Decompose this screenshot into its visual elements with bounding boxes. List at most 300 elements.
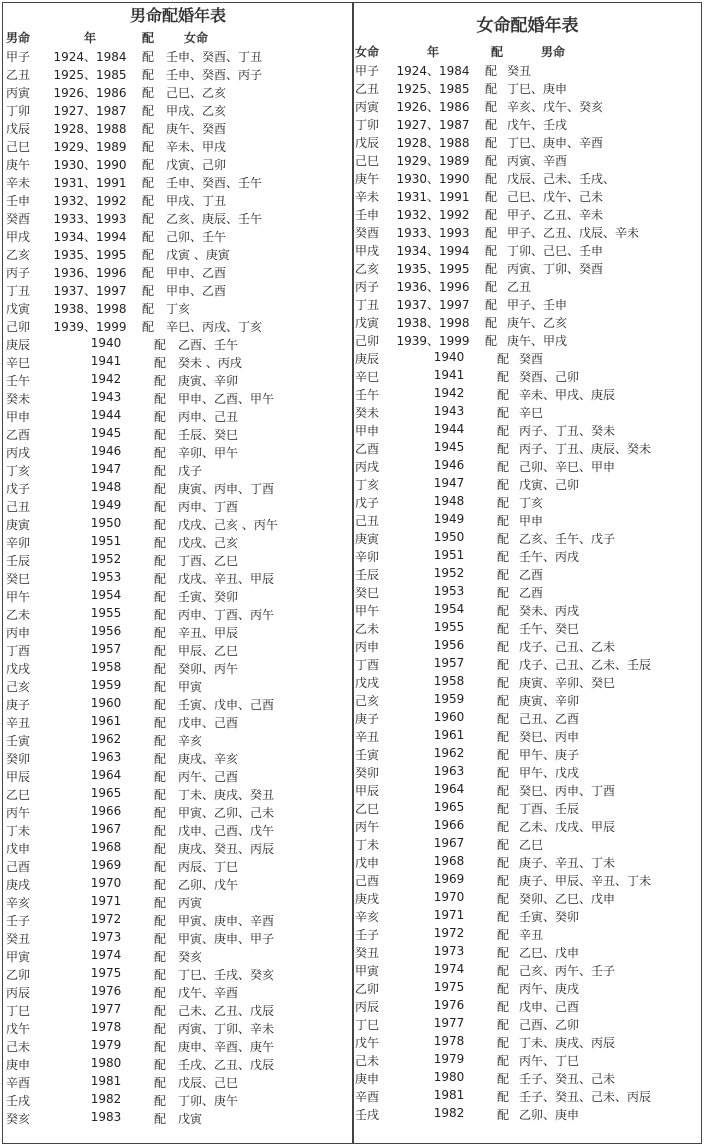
match-cell: 壬寅、癸卯 — [178, 590, 239, 604]
pei-cell: 配 — [142, 194, 155, 208]
year-cell: 1926、1986 — [53, 86, 127, 100]
ganzhi-cell: 己卯 — [6, 320, 31, 334]
table-row — [6, 191, 350, 209]
year-cell: 1925、1985 — [53, 68, 127, 82]
match-cell: 丁巳、壬戌、癸亥 — [178, 968, 275, 982]
pei-cell: 配 — [154, 1004, 167, 1018]
pei-cell: 配 — [497, 1072, 510, 1086]
year-cell: 1962 — [433, 746, 465, 760]
match-cell: 甲子、壬申 — [507, 298, 568, 312]
match-cell: 戊子 — [178, 464, 203, 478]
table-row — [6, 1019, 350, 1037]
pei-cell: 配 — [154, 752, 167, 766]
match-cell: 壬申、癸酉、丁丑 — [166, 50, 263, 64]
female-table-header — [355, 43, 700, 61]
year-cell: 1938、1998 — [53, 302, 127, 316]
table-row — [355, 889, 700, 907]
match-cell: 甲寅 — [178, 680, 203, 694]
pei-cell: 配 — [154, 590, 167, 604]
table-row — [6, 389, 350, 407]
year-cell: 1960 — [90, 696, 122, 710]
year-cell: 1975 — [433, 980, 465, 994]
year-cell: 1958 — [433, 674, 465, 688]
ganzhi-cell: 丙寅 — [355, 100, 380, 114]
table-row — [6, 623, 350, 641]
ganzhi-cell: 甲午 — [6, 590, 31, 604]
match-cell: 辛巳、丙戌、丁亥 — [166, 320, 263, 334]
ganzhi-cell: 丙寅 — [6, 86, 31, 100]
match-cell: 戊子、己丑、乙未 — [519, 640, 616, 654]
table-row — [6, 875, 350, 893]
pei-cell: 配 — [497, 550, 510, 564]
year-cell: 1935、1995 — [396, 262, 470, 276]
pei-cell: 配 — [497, 874, 510, 888]
pei-cell: 配 — [154, 698, 167, 712]
match-cell: 甲申 — [519, 514, 544, 528]
ganzhi-cell: 己未 — [355, 1054, 380, 1068]
ganzhi-cell: 乙酉 — [355, 442, 380, 456]
ganzhi-cell: 戊戌 — [6, 662, 31, 676]
year-cell: 1956 — [90, 624, 122, 638]
table-row — [355, 943, 700, 961]
table-row — [355, 241, 700, 259]
pei-cell: 配 — [497, 424, 510, 438]
pei-cell: 配 — [497, 964, 510, 978]
table-row — [355, 97, 700, 115]
match-cell: 丙申、丁酉 — [178, 500, 239, 514]
table-row — [6, 821, 350, 839]
match-cell: 丙申、丁酉、丙午 — [178, 608, 275, 622]
pei-cell: 配 — [497, 766, 510, 780]
ganzhi-cell: 己卯 — [355, 334, 380, 348]
pei-cell: 配 — [154, 842, 167, 856]
match-cell: 丁未、庚戌、丙辰 — [519, 1036, 616, 1050]
match-cell: 乙巳、戊申 — [519, 946, 580, 960]
ganzhi-cell: 癸亥 — [6, 1112, 31, 1126]
table-row — [6, 263, 350, 281]
year-cell: 1951 — [433, 548, 465, 562]
ganzhi-cell: 癸卯 — [6, 752, 31, 766]
match-cell: 甲午、庚子 — [519, 748, 580, 762]
pei-cell: 配 — [497, 568, 510, 582]
year-cell: 1949 — [90, 498, 122, 512]
table-row — [355, 475, 700, 493]
match-cell: 庚午、癸酉 — [166, 122, 227, 136]
match-cell: 庚寅、丙申、丁酉 — [178, 482, 275, 496]
table-row — [355, 727, 700, 745]
table-row — [355, 763, 700, 781]
match-cell: 辛未、甲戌、庚辰 — [519, 388, 616, 402]
match-cell: 丁未、庚戌、癸丑 — [178, 788, 275, 802]
match-cell: 乙酉 — [519, 568, 544, 582]
year-cell: 1970 — [433, 890, 465, 904]
table-row — [355, 133, 700, 151]
table-row — [6, 587, 350, 605]
table-row — [6, 245, 350, 263]
year-cell: 1939、1999 — [53, 320, 127, 334]
year-cell: 1969 — [433, 872, 465, 886]
ganzhi-cell: 丁酉 — [355, 658, 380, 672]
ganzhi-cell: 壬申 — [355, 208, 380, 222]
year-cell: 1971 — [90, 894, 122, 908]
year-cell: 1949 — [433, 512, 465, 526]
match-cell: 乙亥、壬午、戊子 — [519, 532, 616, 546]
table-row — [6, 893, 350, 911]
year-cell: 1953 — [90, 570, 122, 584]
pei-cell: 配 — [497, 352, 510, 366]
table-row — [6, 947, 350, 965]
pei-cell: 配 — [497, 928, 510, 942]
pei-cell: 配 — [497, 820, 510, 834]
year-cell: 1945 — [90, 426, 122, 440]
year-cell: 1933、1993 — [53, 212, 127, 226]
year-cell: 1960 — [433, 710, 465, 724]
table-row — [355, 439, 700, 457]
ganzhi-cell: 庚戌 — [6, 878, 31, 892]
year-cell: 1959 — [433, 692, 465, 706]
match-cell: 乙卯、戊午 — [178, 878, 239, 892]
pei-cell: 配 — [142, 320, 155, 334]
table-row — [6, 731, 350, 749]
match-cell: 甲寅、庚申、甲子 — [178, 932, 275, 946]
year-cell: 1939、1999 — [396, 334, 470, 348]
match-cell: 丁巳、庚申、辛酉 — [507, 136, 604, 150]
match-cell: 癸卯、乙巳、戊申 — [519, 892, 616, 906]
ganzhi-cell: 丙申 — [355, 640, 380, 654]
match-cell: 壬寅、戊申、己酉 — [178, 698, 275, 712]
table-row — [355, 349, 700, 367]
match-cell: 壬申、癸酉、丙子 — [166, 68, 263, 82]
ganzhi-cell: 癸卯 — [355, 766, 380, 780]
year-cell: 1924、1984 — [53, 50, 127, 64]
match-cell: 戊午、壬戌 — [507, 118, 568, 132]
table-row — [6, 335, 350, 353]
ganzhi-cell: 壬午 — [6, 374, 31, 388]
pei-cell: 配 — [142, 212, 155, 226]
pei-cell: 配 — [154, 338, 167, 352]
ganzhi-cell: 乙未 — [355, 622, 380, 636]
match-cell: 戊辰、己巳 — [178, 1076, 239, 1090]
pei-cell: 配 — [497, 442, 510, 456]
year-cell: 1938、1998 — [396, 316, 470, 330]
match-cell: 庚寅、辛卯 — [178, 374, 239, 388]
match-cell: 己丑、乙酉 — [519, 712, 580, 726]
pei-cell: 配 — [497, 1000, 510, 1014]
table-row — [6, 1073, 350, 1091]
table-row — [6, 425, 350, 443]
pei-cell: 配 — [154, 536, 167, 550]
year-cell: 1932、1992 — [396, 208, 470, 222]
ganzhi-cell: 丁卯 — [6, 104, 31, 118]
match-cell: 庚戌、辛亥 — [178, 752, 239, 766]
pei-cell: 配 — [485, 226, 498, 240]
ganzhi-cell: 甲戌 — [6, 230, 31, 244]
pei-cell: 配 — [154, 464, 167, 478]
match-cell: 己巳、乙亥 — [166, 86, 227, 100]
ganzhi-cell: 庚寅 — [6, 518, 31, 532]
ganzhi-cell: 辛酉 — [355, 1090, 380, 1104]
pei-cell: 配 — [142, 68, 155, 82]
year-cell: 1936、1996 — [396, 280, 470, 294]
year-cell: 1968 — [433, 854, 465, 868]
pei-cell: 配 — [154, 1022, 167, 1036]
year-cell: 1974 — [433, 962, 465, 976]
table-row — [355, 511, 700, 529]
match-cell: 丙寅、辛酉 — [507, 154, 568, 168]
match-cell: 戊寅 、庚寅 — [166, 248, 230, 262]
ganzhi-cell: 壬寅 — [6, 734, 31, 748]
table-row — [6, 371, 350, 389]
ganzhi-cell: 辛巳 — [6, 356, 31, 370]
pei-cell: 配 — [142, 248, 155, 262]
table-row — [355, 961, 700, 979]
pei-cell: 配 — [497, 532, 510, 546]
table-row — [355, 673, 700, 691]
year-cell: 1937、1997 — [396, 298, 470, 312]
table-row — [355, 835, 700, 853]
ganzhi-cell: 癸丑 — [6, 932, 31, 946]
table-row — [6, 677, 350, 695]
match-cell: 癸未、丙戌 — [519, 604, 580, 618]
match-cell: 戊申、己酉 — [519, 1000, 580, 1014]
year-cell: 1963 — [90, 750, 122, 764]
table-row — [355, 1015, 700, 1033]
year-cell: 1929、1989 — [53, 140, 127, 154]
pei-cell: 配 — [154, 482, 167, 496]
match-cell: 戊戌、己亥 、丙午 — [178, 518, 278, 532]
pei-cell: 配 — [497, 730, 510, 744]
match-cell: 己卯、壬午 — [166, 230, 227, 244]
ganzhi-cell: 己丑 — [355, 514, 380, 528]
pei-cell: 配 — [485, 280, 498, 294]
year-cell: 1930、1990 — [396, 172, 470, 186]
table-row — [6, 119, 350, 137]
pei-cell: 配 — [142, 50, 155, 64]
match-cell: 丁巳、庚申 — [507, 82, 568, 96]
year-cell: 1947 — [90, 462, 122, 476]
pei-cell: 配 — [154, 644, 167, 658]
ganzhi-cell: 壬辰 — [6, 554, 31, 568]
match-cell: 壬子、癸丑、己未 — [519, 1072, 616, 1086]
year-cell: 1925、1985 — [396, 82, 470, 96]
table-row — [355, 925, 700, 943]
year-cell: 1979 — [433, 1052, 465, 1066]
male-table-header — [6, 29, 350, 47]
pei-cell: 配 — [497, 1018, 510, 1032]
match-cell: 辛丑 — [519, 928, 544, 942]
year-cell: 1956 — [433, 638, 465, 652]
pei-cell: 配 — [497, 856, 510, 870]
pei-cell: 配 — [154, 554, 167, 568]
table-row — [6, 1037, 350, 1055]
table-row — [355, 907, 700, 925]
pei-cell: 配 — [154, 986, 167, 1000]
pei-cell: 配 — [485, 118, 498, 132]
match-cell: 己卯、辛巳、甲申 — [519, 460, 616, 474]
year-cell: 1953 — [433, 584, 465, 598]
pei-cell: 配 — [154, 968, 167, 982]
match-cell: 乙酉、壬午 — [178, 338, 239, 352]
match-cell: 甲子、乙丑、辛未 — [507, 208, 604, 222]
ganzhi-cell: 壬辰 — [355, 568, 380, 582]
pei-cell: 配 — [485, 244, 498, 258]
pei-cell: 配 — [154, 734, 167, 748]
ganzhi-cell: 己巳 — [6, 140, 31, 154]
ganzhi-cell: 庚子 — [355, 712, 380, 726]
match-cell: 壬申、癸酉、壬午 — [166, 176, 263, 190]
table-row — [6, 857, 350, 875]
match-cell: 戊午、辛酉 — [178, 986, 239, 1000]
ganzhi-cell: 壬午 — [355, 388, 380, 402]
match-cell: 甲寅、庚申、辛酉 — [178, 914, 275, 928]
table-row — [355, 655, 700, 673]
table-row — [355, 1087, 700, 1105]
match-cell: 戊戌、辛丑、甲辰 — [178, 572, 275, 586]
year-cell: 1981 — [90, 1074, 122, 1088]
pei-cell: 配 — [154, 896, 167, 910]
table-row — [355, 421, 700, 439]
table-row — [355, 781, 700, 799]
ganzhi-cell: 庚寅 — [355, 532, 380, 546]
table-row — [6, 299, 350, 317]
pei-cell: 配 — [154, 824, 167, 838]
year-cell: 1978 — [90, 1020, 122, 1034]
pei-cell: 配 — [485, 82, 498, 96]
year-cell: 1943 — [90, 390, 122, 404]
ganzhi-cell: 己酉 — [355, 874, 380, 888]
pei-cell: 配 — [154, 608, 167, 622]
header-gender: 男命 — [6, 31, 31, 45]
female-table-rows — [355, 61, 700, 1123]
ganzhi-cell: 戊辰 — [355, 136, 380, 150]
year-cell: 1942 — [433, 386, 465, 400]
ganzhi-cell: 辛卯 — [6, 536, 31, 550]
ganzhi-cell: 乙巳 — [6, 788, 31, 802]
year-cell: 1958 — [90, 660, 122, 674]
pei-cell: 配 — [497, 712, 510, 726]
ganzhi-cell: 丁巳 — [355, 1018, 380, 1032]
table-row — [355, 1033, 700, 1051]
year-cell: 1947 — [433, 476, 465, 490]
table-row — [6, 281, 350, 299]
pei-cell: 配 — [154, 572, 167, 586]
ganzhi-cell: 辛未 — [6, 176, 31, 190]
year-cell: 1974 — [90, 948, 122, 962]
pei-cell: 配 — [142, 86, 155, 100]
table-row — [355, 853, 700, 871]
year-cell: 1957 — [90, 642, 122, 656]
ganzhi-cell: 辛酉 — [6, 1076, 31, 1090]
ganzhi-cell: 甲戌 — [355, 244, 380, 258]
pei-cell: 配 — [142, 230, 155, 244]
pei-cell: 配 — [485, 172, 498, 186]
male-table-rows — [6, 47, 350, 1127]
table-row — [355, 61, 700, 79]
year-cell: 1983 — [90, 1110, 122, 1124]
pei-cell: 配 — [154, 770, 167, 784]
pei-cell: 配 — [142, 122, 155, 136]
table-row — [6, 479, 350, 497]
ganzhi-cell: 甲申 — [6, 410, 31, 424]
pei-cell: 配 — [497, 694, 510, 708]
ganzhi-cell: 丙午 — [355, 820, 380, 834]
pei-cell: 配 — [497, 478, 510, 492]
year-cell: 1980 — [90, 1056, 122, 1070]
ganzhi-cell: 丁丑 — [355, 298, 380, 312]
ganzhi-cell: 丁未 — [355, 838, 380, 852]
year-cell: 1965 — [433, 800, 465, 814]
year-cell: 1967 — [90, 822, 122, 836]
year-cell: 1961 — [433, 728, 465, 742]
table-row — [355, 169, 700, 187]
year-cell: 1972 — [90, 912, 122, 926]
year-cell: 1972 — [433, 926, 465, 940]
ganzhi-cell: 乙未 — [6, 608, 31, 622]
year-cell: 1944 — [433, 422, 465, 436]
pei-cell: 配 — [154, 1058, 167, 1072]
year-cell: 1976 — [433, 998, 465, 1012]
match-cell: 戊寅 — [178, 1112, 203, 1126]
table-row — [6, 101, 350, 119]
match-cell: 癸酉、己卯 — [519, 370, 580, 384]
match-cell: 丙午、己酉 — [178, 770, 239, 784]
year-cell: 1941 — [90, 354, 122, 368]
match-cell: 丙辰、丁巳 — [178, 860, 239, 874]
ganzhi-cell: 戊寅 — [6, 302, 31, 316]
table-row — [355, 871, 700, 889]
pei-cell: 配 — [154, 662, 167, 676]
year-cell: 1934、1994 — [53, 230, 127, 244]
header-pei: 配 — [142, 31, 155, 45]
ganzhi-cell: 丁巳 — [6, 1004, 31, 1018]
table-row — [6, 533, 350, 551]
year-cell: 1927、1987 — [53, 104, 127, 118]
pei-cell: 配 — [497, 406, 510, 420]
year-cell: 1944 — [90, 408, 122, 422]
year-cell: 1969 — [90, 858, 122, 872]
table-row — [355, 223, 700, 241]
table-row — [6, 965, 350, 983]
pei-cell: 配 — [485, 190, 498, 204]
match-cell: 丙午、丁巳 — [519, 1054, 580, 1068]
match-cell: 庚子、甲辰、辛丑、丁未 — [519, 874, 652, 888]
table-row — [355, 457, 700, 475]
ganzhi-cell: 癸巳 — [355, 586, 380, 600]
ganzhi-cell: 丙午 — [6, 806, 31, 820]
year-cell: 1928、1988 — [53, 122, 127, 136]
table-row — [6, 785, 350, 803]
ganzhi-cell: 乙亥 — [6, 248, 31, 262]
match-cell: 丙子、丁丑、庚辰、癸未 — [519, 442, 652, 456]
ganzhi-cell: 甲申 — [355, 424, 380, 438]
ganzhi-cell: 己酉 — [6, 860, 31, 874]
pei-cell: 配 — [497, 784, 510, 798]
header-gender: 女命 — [355, 45, 380, 59]
ganzhi-cell: 甲寅 — [6, 950, 31, 964]
ganzhi-cell: 甲子 — [355, 64, 380, 78]
match-cell: 甲子、乙丑、戊辰、辛未 — [507, 226, 640, 240]
ganzhi-cell: 乙亥 — [355, 262, 380, 276]
pei-cell: 配 — [497, 748, 510, 762]
ganzhi-cell: 辛未 — [355, 190, 380, 204]
match-cell: 甲寅、乙卯、己未 — [178, 806, 275, 820]
table-row — [355, 997, 700, 1015]
table-row — [355, 691, 700, 709]
table-row — [355, 277, 700, 295]
table-row — [355, 493, 700, 511]
pei-cell: 配 — [497, 460, 510, 474]
pei-cell: 配 — [497, 676, 510, 690]
